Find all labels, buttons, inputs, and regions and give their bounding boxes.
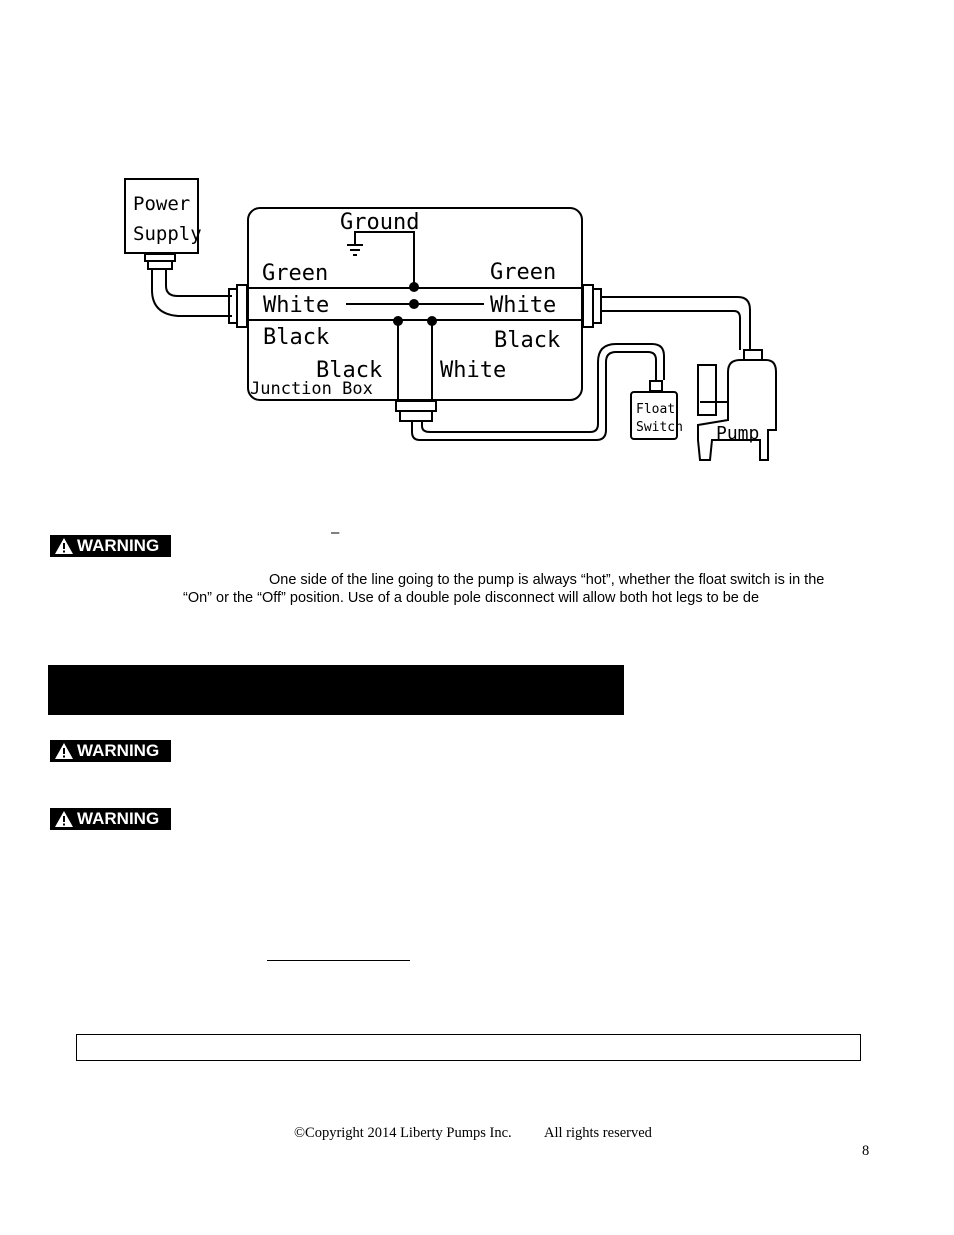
float-switch-label-1: Float — [636, 402, 676, 417]
junction-box-label: Junction Box — [250, 379, 373, 399]
warning-label: WARNING — [77, 741, 160, 760]
paragraph-line-1: One side of the line going to the pump is always “hot”, whether the float switch is in the — [269, 572, 825, 588]
power-supply-label-1: Power — [133, 193, 191, 215]
pump-label: Pump — [716, 423, 760, 444]
green-left-label: Green — [262, 261, 329, 286]
black-bottom-label: Black — [316, 358, 383, 383]
pump-body — [698, 360, 776, 460]
bordered-note-box — [76, 1034, 861, 1061]
copyright-text: ©Copyright 2014 Liberty Pumps Inc. — [294, 1125, 512, 1141]
white-left-label: White — [263, 293, 330, 318]
paragraph-line-2: “On” or the “Off” position. Use of a double pole disconnect will allow both hot legs to be de — [183, 590, 760, 606]
underline-rule — [267, 960, 410, 961]
warning-triangle-icon — [54, 537, 74, 555]
green-right-label: Green — [490, 260, 557, 285]
warning-label: WARNING — [77, 809, 160, 828]
page-number: 8 — [862, 1143, 870, 1159]
power-supply-label-2: Supply — [133, 223, 202, 245]
warning-badge — [50, 808, 171, 830]
section-header-bar — [48, 665, 624, 715]
wiring-diagram — [0, 0, 954, 500]
dash-mark: – — [331, 524, 340, 541]
white-bottom-label: White — [440, 358, 507, 383]
rights-text: All rights reserved — [544, 1125, 652, 1141]
white-right-label: White — [490, 293, 557, 318]
ground-label: Ground — [340, 210, 420, 235]
black-left-label: Black — [263, 325, 330, 350]
warning-triangle-icon — [54, 742, 74, 760]
warning-label: WARNING — [77, 536, 160, 555]
warning-badge — [50, 740, 171, 762]
float-switch-label-2: Switch — [636, 420, 683, 435]
warning-badge — [50, 535, 171, 557]
black-right-label: Black — [494, 328, 561, 353]
warning-triangle-icon — [54, 810, 74, 828]
